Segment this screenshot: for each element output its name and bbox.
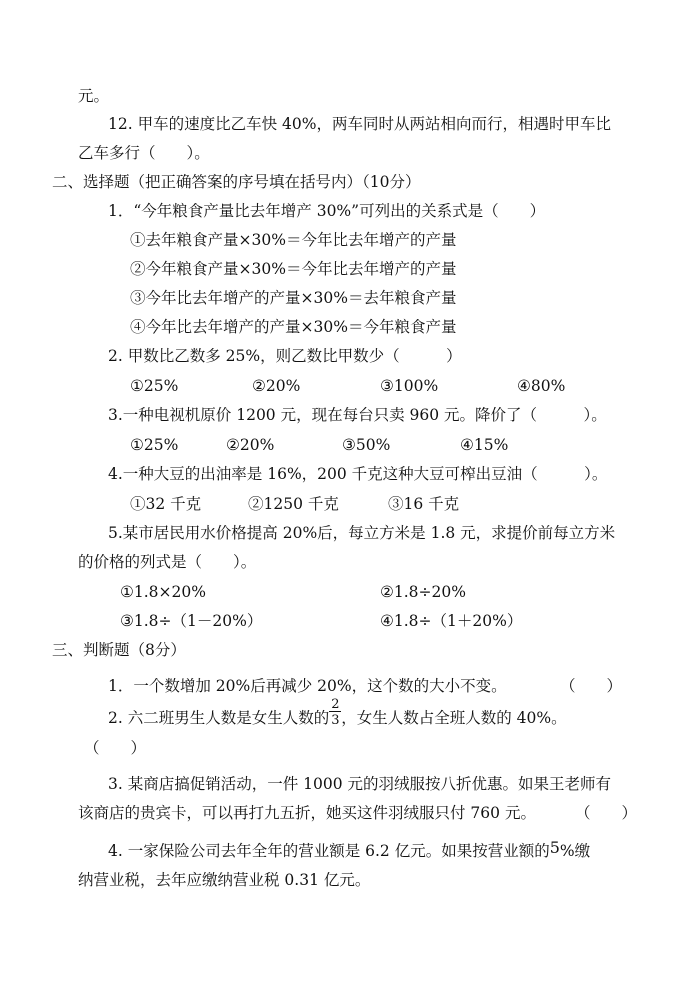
fraction-denominator: 3 xyxy=(331,713,340,728)
s3-q3-line2: 该商店的贵宾卡，可以再打九五折，她买这件羽绒服只付 760 元。 xyxy=(78,804,536,822)
s2-q5-option-2: ②1.8÷20% xyxy=(380,583,466,601)
q12-line1: 12. 甲车的速度比乙车快 40%，两车同时从两站相向而行，相遇时甲车比 xyxy=(108,115,611,133)
s2-q2-option-1: ①25% xyxy=(130,377,179,395)
s2-q5-line1: 5.某市居民用水价格提高 20%后，每立方米是 1.8 元，求提价前每立方米 xyxy=(108,524,616,542)
s3-q2-answer-paren: （ ） xyxy=(84,739,147,757)
s3-q2-line1 xyxy=(108,697,567,729)
s2-q1-option-1: ①去年粮食产量×30%＝今年比去年增产的产量 xyxy=(130,231,457,249)
s2-q3-option-4: ④15% xyxy=(460,436,509,454)
s2-q4-option-3: ③16 千克 xyxy=(388,495,460,513)
s2-q3-option-1: ①25% xyxy=(130,436,179,454)
s2-q5-option-1: ①1.8×20% xyxy=(120,583,206,601)
s2-q4-option-2: ②1250 千克 xyxy=(248,495,339,513)
s2-q3-option-2: ②20% xyxy=(226,436,275,454)
s2-q3-option-3: ③50% xyxy=(342,436,391,454)
section3-title: 三、判断题（8分） xyxy=(52,641,186,659)
s2-q4-stem: 4.一种大豆的出油率是 16%，200 千克这种大豆可榨出豆油（ ）。 xyxy=(108,465,608,483)
s2-q2-stem: 2. 甲数比乙数多 25%，则乙数比甲数少（ ） xyxy=(108,347,462,365)
s2-q1-option-2: ②今年粮食产量×30%＝今年比去年增产的产量 xyxy=(130,260,457,278)
s3-q1-answer-paren: （ ） xyxy=(560,677,623,695)
s2-q2-option-3: ③100% xyxy=(380,377,439,395)
s2-q5-option-4: ④1.8÷（1＋20%） xyxy=(380,612,523,630)
q12-line2: 乙车多行（ ）。 xyxy=(78,144,210,162)
fraction-two-thirds xyxy=(329,697,341,729)
s3-q1-text: 1．一个数增加 20%后再减少 20%，这个数的大小不变。 xyxy=(108,677,507,695)
section2-title: 二、选择题（把正确答案的序号填在括号内）（10分） xyxy=(52,173,421,191)
s2-q1-option-3: ③今年比去年增产的产量×30%＝去年粮食产量 xyxy=(130,289,457,307)
s3-q4-line1 xyxy=(108,838,590,861)
s3-q3-answer-paren: （ ） xyxy=(575,804,638,822)
s2-q5-option-3: ③1.8÷（1－20%） xyxy=(120,612,263,630)
s3-q2-after: ，女生人数占全班人数的 40%。 xyxy=(341,709,567,727)
s3-q2-before: 2. 六二班男生人数是女生人数的 xyxy=(108,709,330,727)
s2-q2-option-4: ④80% xyxy=(517,377,566,395)
s3-q4-line1-after: %缴 xyxy=(559,842,591,860)
fraction-numerator: 2 xyxy=(331,697,340,712)
s3-q4-rate-number: 5 xyxy=(549,838,560,857)
s2-q3-stem: 3.一种电视机原价 1200 元，现在每台只卖 960 元。降价了（ ）。 xyxy=(108,406,607,424)
s3-q4-line2: 纳营业税，去年应缴纳营业税 0.31 亿元。 xyxy=(78,871,371,889)
s2-q2-option-2: ②20% xyxy=(252,377,301,395)
s2-q4-option-1: ①32 千克 xyxy=(130,495,202,513)
s2-q1-option-4: ④今年比去年增产的产量×30%＝今年粮食产量 xyxy=(130,318,457,336)
s3-q3-line1: 3. 某商店搞促销活动，一件 1000 元的羽绒服按八折优惠。如果王老师有 xyxy=(108,775,612,793)
s2-q5-line2: 的价格的列式是（ ）。 xyxy=(78,553,257,571)
s2-q1-stem: 1．“今年粮食产量比去年增产 30%”可列出的关系式是（ ） xyxy=(108,202,546,220)
fill-tail: 元。 xyxy=(78,87,110,105)
s3-q4-line1-before: 4. 一家保险公司去年全年的营业额是 6.2 亿元。如果按营业额的 xyxy=(108,842,550,860)
